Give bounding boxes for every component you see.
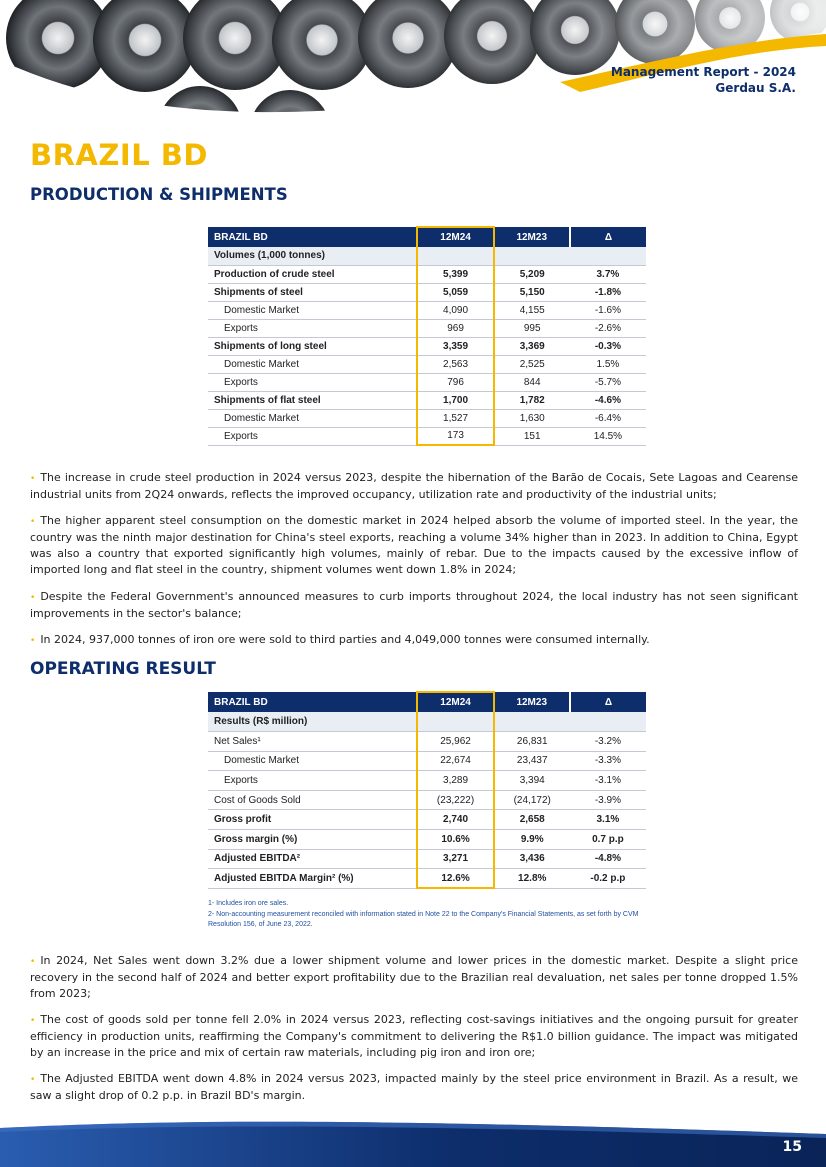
cell: 22,674 xyxy=(417,751,493,771)
paragraph xyxy=(30,953,798,1002)
column-header: 12M23 xyxy=(494,227,570,247)
table-row xyxy=(208,771,646,791)
production-table xyxy=(208,226,646,446)
paragraph xyxy=(30,1012,798,1061)
table-row xyxy=(208,319,646,337)
cell: 995 xyxy=(494,319,570,337)
cell: -5.7% xyxy=(570,373,646,391)
table-row xyxy=(208,283,646,301)
cell: 5,399 xyxy=(417,265,493,283)
row-label: Domestic Market xyxy=(208,409,417,427)
cell: -4.8% xyxy=(570,849,646,869)
cell: -3.9% xyxy=(570,790,646,810)
cell xyxy=(570,247,646,265)
paragraph xyxy=(30,1071,798,1104)
cell: 5,209 xyxy=(494,265,570,283)
cell xyxy=(494,247,570,265)
cell: 3,369 xyxy=(494,337,570,355)
row-label: Shipments of flat steel xyxy=(208,391,417,409)
cell: 26,831 xyxy=(494,732,570,752)
bullet-icon: • xyxy=(30,957,36,967)
cell: -2.6% xyxy=(570,319,646,337)
page-number: 15 xyxy=(782,1139,802,1155)
cell: 0.7 p.p xyxy=(570,830,646,850)
section-heading-production: PRODUCTION & SHIPMENTS xyxy=(30,185,288,204)
cell: 844 xyxy=(494,373,570,391)
cell: 3,394 xyxy=(494,771,570,791)
row-label: Gross margin (%) xyxy=(208,830,417,850)
column-header: 12M24 xyxy=(417,227,493,247)
table-row xyxy=(208,810,646,830)
footnote: 2- Non-accounting measurement reconciled with information stated in Note 22 to the Company's Financial Statements, as set forth by CVM Resolution 156, of June 23, 2022. xyxy=(208,910,639,928)
column-header: Δ xyxy=(570,227,646,247)
cell: 5,059 xyxy=(417,283,493,301)
table-row xyxy=(208,391,646,409)
column-header: BRAZIL BD xyxy=(208,692,417,712)
table-row xyxy=(208,355,646,373)
table-row xyxy=(208,869,646,889)
column-header: 12M23 xyxy=(494,692,570,712)
cell: 23,437 xyxy=(494,751,570,771)
bullet-icon: • xyxy=(30,1075,36,1085)
cell: 796 xyxy=(417,373,493,391)
cell: 3.7% xyxy=(570,265,646,283)
cell: 2,740 xyxy=(417,810,493,830)
cell: 12.6% xyxy=(417,869,493,889)
row-label: Results (R$ million) xyxy=(208,712,417,732)
cell: -1.8% xyxy=(570,283,646,301)
cell: 1,527 xyxy=(417,409,493,427)
bullet-icon: • xyxy=(30,517,36,527)
cell xyxy=(494,712,570,732)
row-label: Adjusted EBITDA Margin² (%) xyxy=(208,869,417,889)
cell: -1.6% xyxy=(570,301,646,319)
cell: -3.3% xyxy=(570,751,646,771)
footnote: 1- Includes iron ore sales. xyxy=(208,900,289,907)
column-header: Δ xyxy=(570,692,646,712)
page-title: BRAZIL BD xyxy=(30,138,208,172)
row-label: Exports xyxy=(208,319,417,337)
row-label: Gross profit xyxy=(208,810,417,830)
cell: (23,222) xyxy=(417,790,493,810)
cell: -3.2% xyxy=(570,732,646,752)
cell: -0.3% xyxy=(570,337,646,355)
paragraph-text: Despite the Federal Government's announced measures to curb imports throughout 2024, the local industry has not seen significant improvements in the sector's balance; xyxy=(30,590,798,620)
header-banner xyxy=(0,0,826,122)
column-header: BRAZIL BD xyxy=(208,227,417,247)
cell: 173 xyxy=(417,427,493,445)
row-label: Domestic Market xyxy=(208,301,417,319)
cell: 3,359 xyxy=(417,337,493,355)
cell: 151 xyxy=(494,427,570,445)
cell: 2,658 xyxy=(494,810,570,830)
row-label: Exports xyxy=(208,771,417,791)
cell: 14.5% xyxy=(570,427,646,445)
cell xyxy=(570,712,646,732)
report-header xyxy=(611,64,796,96)
cell: 4,155 xyxy=(494,301,570,319)
table-row xyxy=(208,712,646,732)
cell: 5,150 xyxy=(494,283,570,301)
paragraph xyxy=(30,589,798,622)
table-row xyxy=(208,830,646,850)
row-label: Exports xyxy=(208,427,417,445)
row-label: Adjusted EBITDA² xyxy=(208,849,417,869)
table-header-row xyxy=(208,692,646,712)
cell: 3,289 xyxy=(417,771,493,791)
paragraph-text: In 2024, 937,000 tonnes of iron ore were sold to third parties and 4,049,000 tonnes were consumed internally. xyxy=(40,633,650,646)
bullet-icon: • xyxy=(30,636,36,646)
cell: -3.1% xyxy=(570,771,646,791)
company-name: Gerdau S.A. xyxy=(715,81,796,95)
row-label: Domestic Market xyxy=(208,751,417,771)
steel-coils-image xyxy=(0,0,826,122)
paragraph xyxy=(30,513,798,578)
cell: 3,271 xyxy=(417,849,493,869)
table-row xyxy=(208,265,646,283)
cell: -0.2 p.p xyxy=(570,869,646,889)
cell: 1,700 xyxy=(417,391,493,409)
row-label: Cost of Goods Sold xyxy=(208,790,417,810)
table-row xyxy=(208,337,646,355)
cell: 9.9% xyxy=(494,830,570,850)
cell: 25,962 xyxy=(417,732,493,752)
cell: 3,436 xyxy=(494,849,570,869)
footer-wave xyxy=(0,1118,826,1167)
bullet-icon: • xyxy=(30,593,36,603)
cell: 4,090 xyxy=(417,301,493,319)
column-header: 12M24 xyxy=(417,692,493,712)
table-header-row xyxy=(208,227,646,247)
paragraph xyxy=(30,470,798,503)
table-row xyxy=(208,849,646,869)
cell: 1.5% xyxy=(570,355,646,373)
row-label: Exports xyxy=(208,373,417,391)
table-footnotes xyxy=(208,899,648,931)
row-label: Production of crude steel xyxy=(208,265,417,283)
cell: 2,563 xyxy=(417,355,493,373)
table-row xyxy=(208,373,646,391)
cell: 1,630 xyxy=(494,409,570,427)
section-heading-operating: OPERATING RESULT xyxy=(30,659,216,679)
report-title: Management Report - 2024 xyxy=(610,65,796,79)
paragraph-text: The Adjusted EBITDA went down 4.8% in 2024 versus 2023, impacted mainly by the steel price environment in Brazil. As a result, we saw a slight drop of 0.2 p.p. in Brazil BD's margin. xyxy=(30,1072,798,1102)
cell: 10.6% xyxy=(417,830,493,850)
operating-result-table xyxy=(208,691,646,889)
bullet-icon: • xyxy=(30,474,36,484)
cell xyxy=(417,712,493,732)
table-row xyxy=(208,301,646,319)
cell: -6.4% xyxy=(570,409,646,427)
cell: 2,525 xyxy=(494,355,570,373)
row-label: Shipments of steel xyxy=(208,283,417,301)
table-row xyxy=(208,247,646,265)
cell: 12.8% xyxy=(494,869,570,889)
row-label: Domestic Market xyxy=(208,355,417,373)
paragraph-text: In 2024, Net Sales went down 3.2% due a lower shipment volume and lower prices in the domestic market. Despite a slight price recovery in the second half of 2024 and better export profitability due to the Brazilian real devaluation, net sales per tonne dropped 1.5% from 2023; xyxy=(30,954,798,1000)
paragraph-text: The increase in crude steel production in 2024 versus 2023, despite the hibernation of the Barão de Cocais, Sete Lagoas and Cearense industrial units from 2Q24 onwards, reflects the improved occupancy, utilization rate and productivity of the industrial units; xyxy=(30,471,798,501)
cell: 1,782 xyxy=(494,391,570,409)
row-label: Net Sales¹ xyxy=(208,732,417,752)
table-row xyxy=(208,790,646,810)
bullet-icon: • xyxy=(30,1016,36,1026)
paragraph-text: The cost of goods sold per tonne fell 2.0% in 2024 versus 2023, reflecting cost-savings initiatives and the ongoing pursuit for greater efficiency in production units, reaffirming the Company's commitment to delivering the R$1.0 billion guidance. The impact was mitigated by an increase in the price and mix of certain raw materials, including pig iron and iron ore; xyxy=(30,1013,798,1059)
cell: -4.6% xyxy=(570,391,646,409)
cell: (24,172) xyxy=(494,790,570,810)
table-row xyxy=(208,732,646,752)
cell: 969 xyxy=(417,319,493,337)
row-label: Shipments of long steel xyxy=(208,337,417,355)
paragraph-text: The higher apparent steel consumption on the domestic market in 2024 helped absorb the volume of imported steel. In the year, the country was the ninth major destination for China's steel exports, reaching a volume 34% higher than in 2023. In addition to China, Egypt was also a country that exported significantly high volumes, mainly of rebar. Due to the impacts caused by the excessive inflow of imported long and flat steel in the country, shipment volumes went down 1.8% in 2024; xyxy=(30,514,798,576)
table-row xyxy=(208,409,646,427)
cell: 3.1% xyxy=(570,810,646,830)
row-label: Volumes (1,000 tonnes) xyxy=(208,247,417,265)
paragraph xyxy=(30,632,798,649)
cell xyxy=(417,247,493,265)
table-row xyxy=(208,751,646,771)
table-row xyxy=(208,427,646,445)
